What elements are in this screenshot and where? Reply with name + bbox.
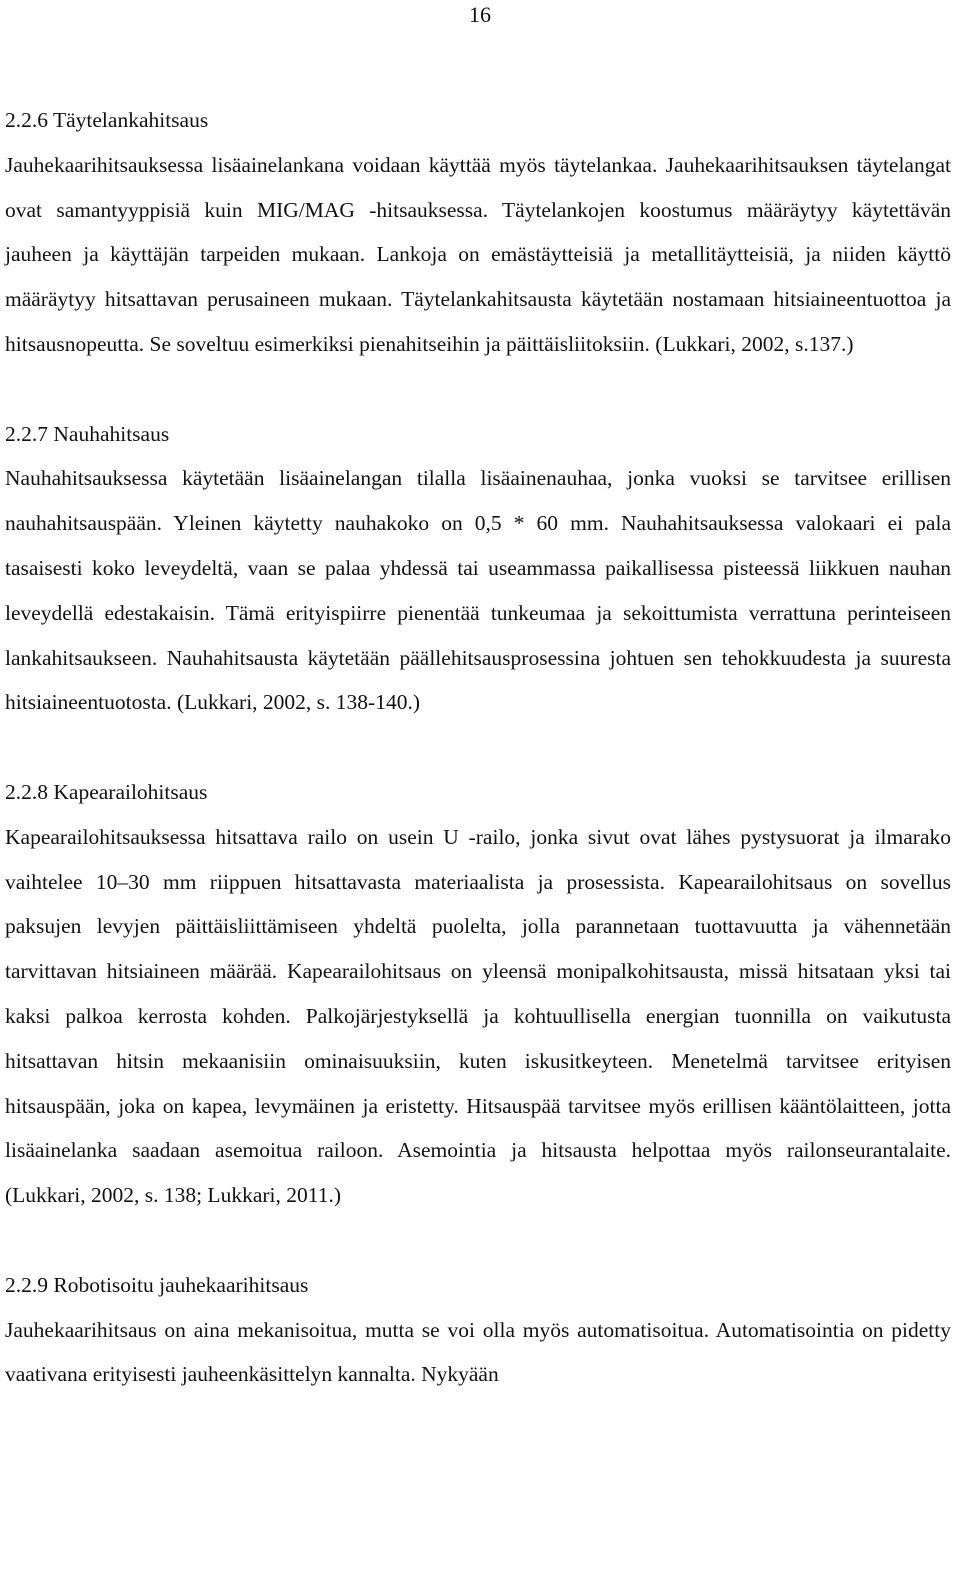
section-spacer (5, 725, 951, 770)
section-spacer (5, 367, 951, 412)
document-body (5, 98, 951, 1397)
section-heading: 2.2.9 Robotisoitu jauhekaarihitsaus (5, 1272, 309, 1297)
section-paragraph: Kapearailohitsauksessa hitsattava railo on usein U -railo, jonka sivut ovat lähes pystysuorat ja ilmarako vaihtelee 10–30 mm riippuen hitsattavasta materiaalista ja prosessista. Kapearailohitsaus on sovellus paksujen levyjen päittäisliittämiseen yhdeltä puolelta, jolla parannetaan tuottavuutta ja vähennetään tarvittavan hitsiaineen määrää. Kapearailohitsaus on yleensä monipalkohitsausta, missä hitsataan yksi tai kaksi palkoa kerrosta kohden. Palkojärjestyksellä ja kohtuullisella energian tuonnilla on vaikutusta hitsattavan hitsin mekaanisiin ominaisuuksiin, kuten iskusitkeyteen. Menetelmä tarvitsee erityisen hitsauspään, joka on kapea, levymäinen ja eristetty. Hitsauspää tarvitsee myös erillisen kääntölaitteen, jotta lisäainelanka saadaan asemoitua railoon. Asemointia ja hitsausta helpottaa myös railonseurantalaite. (Lukkari, 2002, s. 138; Lukkari, 2011.) (5, 824, 951, 1208)
page-number: 16 (469, 2, 491, 27)
section-paragraph: Nauhahitsauksessa käytetään lisäainelangan tilalla lisäainenauhaa, jonka vuoksi se tarvitsee erillisen nauhahitsauspään. Yleinen käytetty nauhakoko on 0,5 * 60 mm. Nauhahitsauksessa valokaari ei pala tasaisesti koko leveydeltä, vaan se palaa yhdessä tai useammassa paikallisessa pisteessä liikkuen nauhan leveydellä edestakaisin. Tämä erityispiirre pienentää tunkeumaa ja sekoittumista verrattuna perinteiseen lankahitsaukseen. Nauhahitsausta käytetään päällehitsausprosessina johtuen sen tehokkuudesta ja suuresta hitsiaineentuotosta. (Lukkari, 2002, s. 138-140.) (5, 466, 951, 715)
section-heading: 2.2.7 Nauhahitsaus (5, 421, 170, 446)
section-robotisoitu-jauhekaarihitsaus (5, 1263, 951, 1397)
section-nauhahitsaus (5, 412, 951, 726)
section-paragraph: Jauhekaarihitsauksessa lisäainelankana voidaan käyttää myös täytelankaa. Jauhekaarihitsauksen täytelangat ovat samantyyppisiä kuin MIG/MAG -hitsauksessa. Täytelankojen koostumus määräytyy käytettävän jauheen ja käyttäjän tarpeiden mukaan. Lankoja on emästäytteisiä ja metallitäytteisiä, ja niiden käyttö määräytyy hitsattavan perusaineen mukaan. Täytelankahitsausta käytetään nostamaan hitsiaineentuottoa ja hitsausnopeutta. Se soveltuu esimerkiksi pienahitseihin ja päittäisliitoksiin. (Lukkari, 2002, s.137.) (5, 152, 951, 356)
section-paragraph: Jauhekaarihitsaus on aina mekanisoitua, mutta se voi olla myös automatisoitua. Automatisointia on pidetty vaativana erityisesti jauheenkäsittelyn kannalta. Nykyään (5, 1317, 951, 1387)
section-heading: 2.2.8 Kapearailohitsaus (5, 779, 208, 804)
section-kapearailohitsaus (5, 770, 951, 1218)
section-spacer (5, 1218, 951, 1263)
section-taytelankahitsaus (5, 98, 951, 367)
section-heading: 2.2.6 Täytelankahitsaus (5, 108, 209, 132)
